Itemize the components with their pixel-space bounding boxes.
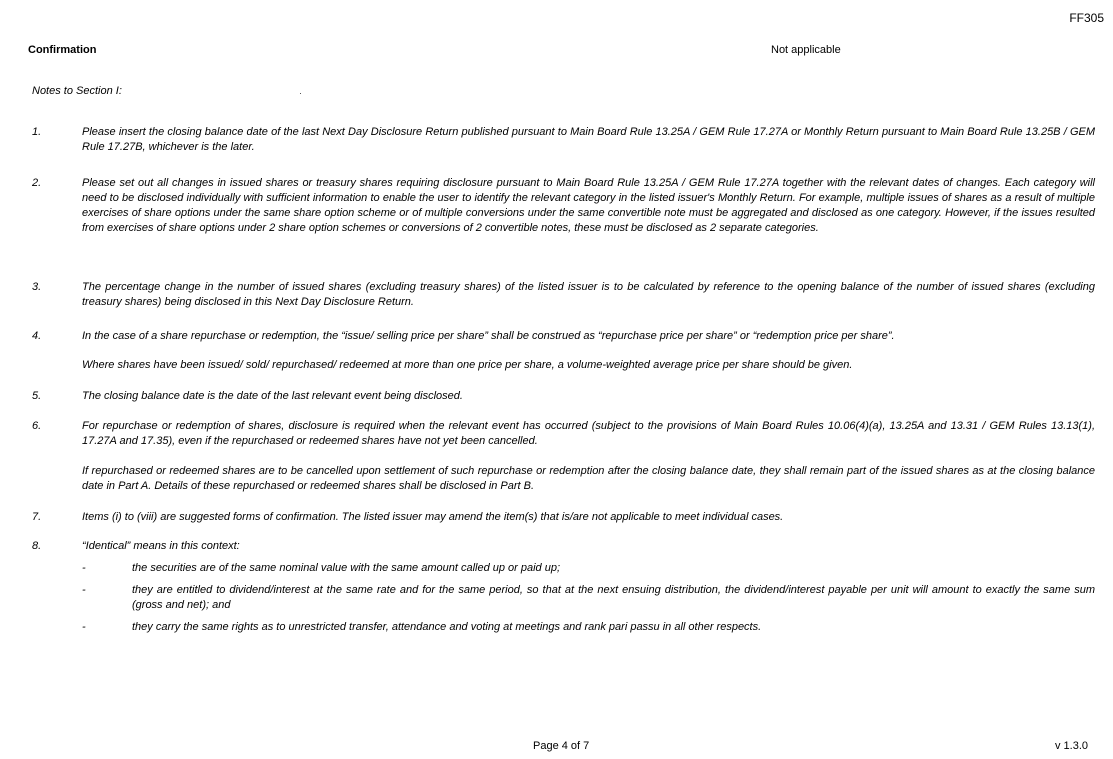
note-number: 4. [32,330,42,342]
version-label: v 1.3.0 [1054,740,1088,752]
page-number: Page 4 of 7 [533,740,590,752]
bullet-text: they are entitled to dividend/interest at the same rate and for the same period, so that at the next ensuing distribution, the dividend/interest payable per unit will amount to exactly the same sum (gross and net); and [132,584,1095,611]
form-code: FF305 [1069,11,1104,25]
bullet-dash: - [82,621,86,633]
note-text: Please insert the closing balance date of the last Next Day Disclosure Return published pursuant to Main Board Rule 13.25A / GEM Rule 17.27A or Monthly Return pursuant to Main Board Rule 13.25B / GEM Rule 17.27B, whichever is the later. [82,126,1095,153]
note-number: 3. [32,281,42,293]
note-8-bullet-1 [82,561,1095,576]
note-text: The closing balance date is the date of the last relevant event being disclosed. [82,390,463,402]
note-number: 7. [32,511,42,523]
note-text: For repurchase or redemption of shares, disclosure is required when the relevant event has occurred (subject to the provisions of Main Board Rules 10.06(4)(a), 13.25A and 13.31 / GEM Rules 13.13(1), 17.27A and 17.35), even if the repurchased or redeemed shares have not yet been cancelled. [82,420,1095,447]
note-text: “Identical” means in this context: [82,540,240,552]
note-8 [32,539,1095,554]
note-7 [32,510,1095,525]
bullet-dash: - [82,584,86,596]
note-6-subparagraph: If repurchased or redeemed shares are to be cancelled upon settlement of such repurchase or redemption after the closing balance date, they shall remain part of the issued shares as at the closing balance date in Part A. Details of these repurchased or redeemed shares shall be disclosed in Part B. [82,465,1095,492]
note-5 [32,389,1095,404]
note-number: 1. [32,126,42,138]
note-2 [32,176,1095,236]
note-6 [32,419,1095,449]
bullet-dash: - [82,562,86,574]
note-4 [32,329,1095,344]
bullet-text: the securities are of the same nominal value with the same amount called up or paid up; [132,562,561,574]
note-number: 8. [32,540,42,552]
note-number: 6. [32,420,42,432]
note-number: 2. [32,177,42,189]
note-text: Items (i) to (viii) are suggested forms of confirmation. The listed issuer may amend the item(s) that is/are not applicable to meet individual cases. [82,511,784,523]
bullet-text: they carry the same rights as to unrestricted transfer, attendance and voting at meetings and rank pari passu in all other respects. [132,621,762,633]
note-3 [32,280,1095,310]
confirmation-value: Not applicable [771,44,841,56]
note-text: In the case of a share repurchase or redemption, the “issue/ selling price per share” shall be construed as “repurchase price per share” or “redemption price per share”. [82,330,895,342]
stray-dot [300,93,301,94]
note-4-subparagraph: Where shares have been issued/ sold/ repurchased/ redeemed at more than one price per share, a volume-weighted average price per share should be given. [82,359,853,371]
note-1 [32,125,1095,155]
note-text: The percentage change in the number of issued shares (excluding treasury shares) of the listed issuer is to be calculated by reference to the opening balance of the number of issued shares (excluding treasury shares) being disclosed in this Next Day Disclosure Return. [82,281,1095,308]
note-8-bullet-2 [82,583,1095,613]
note-number: 5. [32,390,42,402]
note-text: Please set out all changes in issued shares or treasury shares requiring disclosure pursuant to Main Board Rule 13.25A / GEM Rule 17.27A together with the relevant dates of changes. Each category will need to be disclosed individually with sufficient information to enable the user to identify the relevant category in the listed issuer's Monthly Return. For example, multiple issues of shares as a result of multiple exercises of share options under the same share option scheme or of multiple conversions under the same convertible note must be aggregated and disclosed as one category. However, if the issues resulted from exercises of share options under 2 share option schemes or conversions of 2 convertible notes, these must be disclosed as 2 separate categories. [82,177,1095,234]
note-8-bullet-3 [82,620,1095,635]
notes-title: Notes to Section I: [32,85,122,97]
confirmation-label: Confirmation [28,44,97,56]
